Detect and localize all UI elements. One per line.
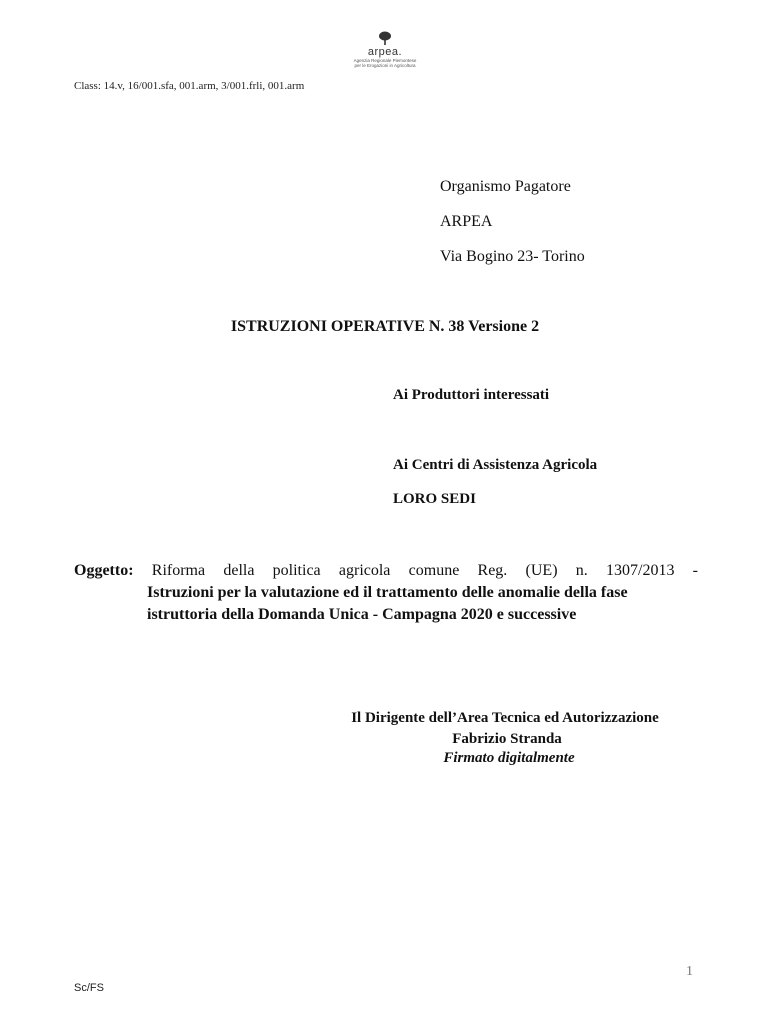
document-title: ISTRUZIONI OPERATIVE N. 38 Versione 2 [230, 318, 540, 335]
tree-icon [377, 30, 393, 46]
logo-wordmark: arpea. [367, 46, 403, 58]
logo-tagline-2: per le Erogazioni in Agricoltura [354, 63, 416, 68]
recipient-producers: Ai Produttori interessati [393, 387, 550, 403]
signature-name: Fabrizio Stranda [452, 731, 562, 747]
subject-line-3: istruttoria della Domanda Unica - Campagna 2020 e successive [147, 606, 577, 623]
signature-note: Firmato digitalmente [443, 750, 575, 766]
footer-initials: Sc/FS [74, 982, 104, 994]
recipient-caa: Ai Centri di Assistenza Agricola [393, 457, 598, 473]
logo-tagline-1: Agenzia Regionale Piemontese [353, 58, 417, 63]
subject-first-line [74, 560, 698, 582]
address-line-3: Via Bogino 23- Torino [440, 248, 585, 265]
classification-line: Class: 14.v, 16/001.sfa, 001.arm, 3/001.frli, 001.arm [74, 80, 305, 92]
address-line-2: ARPEA [440, 213, 493, 230]
address-line-1: Organismo Pagatore [440, 178, 571, 195]
page-number: 1 [686, 964, 693, 979]
subject-label: Oggetto: [74, 562, 134, 579]
subject-block [74, 560, 698, 626]
subject-line-1: Riforma della politica agricola comune Reg. (UE) n. 1307/2013 - [151, 562, 699, 579]
recipient-loro-sedi: LORO SEDI [393, 491, 476, 507]
subject-line-2: Istruzioni per la valutazione ed il trattamento delle anomalie della fase [147, 584, 628, 601]
signature-role: Il Dirigente dell’Area Tecnica ed Autorizzazione [351, 710, 659, 726]
arpea-logo [330, 30, 440, 74]
